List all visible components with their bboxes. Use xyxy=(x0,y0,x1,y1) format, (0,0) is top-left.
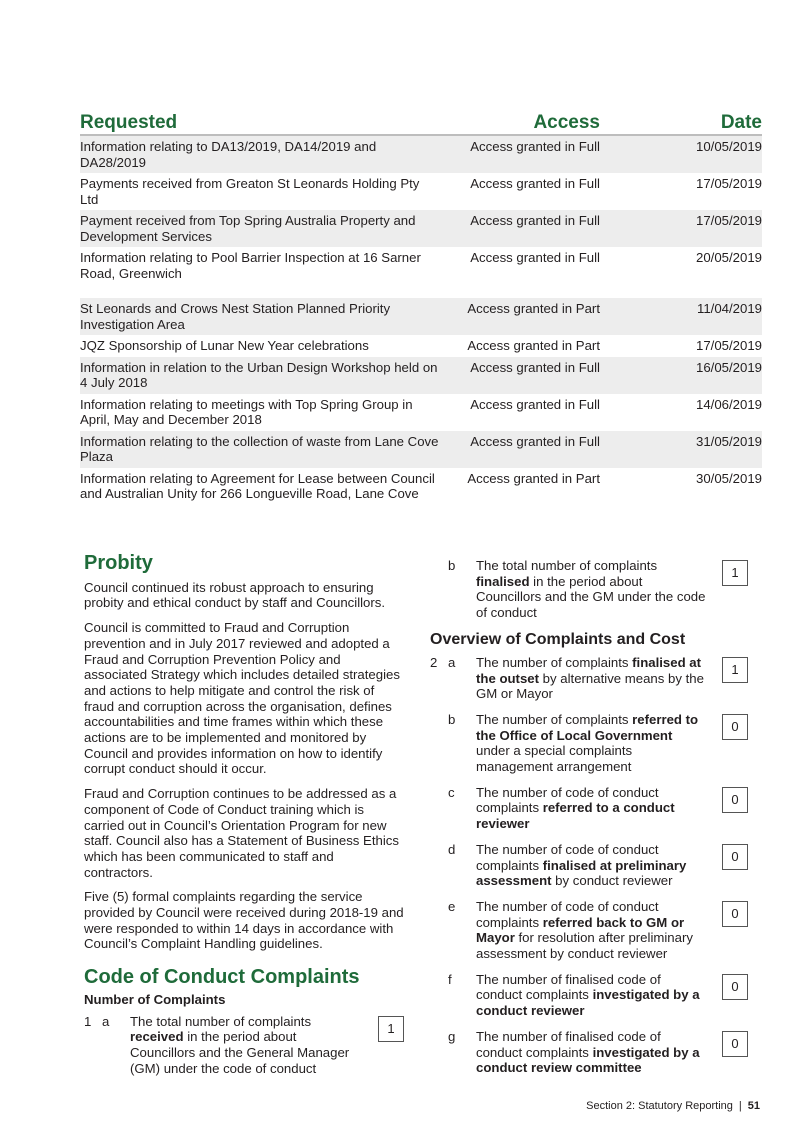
item-number xyxy=(430,1029,448,1076)
item-number: 1 xyxy=(84,1013,92,1029)
item-text-bold: referred back to GM or Mayor xyxy=(476,914,685,946)
item-text-pre: The number of code of conduct complaints xyxy=(476,841,659,873)
item-text-bold: investigated by a conduct reviewer xyxy=(476,987,700,1019)
left-column xyxy=(84,552,404,1086)
item-text-bold: investigated by a conduct review committee xyxy=(476,1044,700,1076)
cell-access: Access granted in Full xyxy=(470,433,600,449)
item-text-post: by conduct reviewer xyxy=(551,873,673,889)
item-text-bold: referred to the Office of Local Government xyxy=(476,711,699,743)
cell-requested: Payment received from Top Spring Australia Property and Development Services xyxy=(80,213,416,244)
item-text-pre: The total number of complaints xyxy=(130,1013,312,1029)
item-text xyxy=(476,655,706,702)
table-row xyxy=(80,173,762,210)
complaint-item xyxy=(430,842,760,889)
cell-access: Access granted in Part xyxy=(467,338,600,353)
cell-requested: Information relating to the collection of waste from Lane Cove Plaza xyxy=(80,433,439,464)
cell-requested: Information relating to Pool Barrier Inspection at 16 Sarner Road, Greenwich xyxy=(80,250,421,281)
count-box: 0 xyxy=(722,844,748,870)
item-text xyxy=(476,785,706,832)
cell-access: Access granted in Full xyxy=(470,213,600,228)
item-text-bold: finalised xyxy=(476,573,530,589)
row-gap xyxy=(80,284,762,298)
item-number: 2 xyxy=(430,654,438,670)
item-letter: d xyxy=(448,841,456,857)
cell-date: 16/05/2019 xyxy=(695,359,762,375)
count-box: 1 xyxy=(722,657,748,683)
cell-date: 14/06/2019 xyxy=(695,396,762,412)
complaint-item xyxy=(430,1029,760,1076)
probity-paragraph: Fraud and Corruption continues to be addressed as a component of Code of Conduct training which is carried out in Council’s Orientation Program for new staff. Council also has a Statement of Business Ethics which has been communicated to staff and contractors. xyxy=(84,786,399,880)
count-box: 1 xyxy=(378,1016,404,1042)
table-row xyxy=(80,335,762,357)
complaint-item xyxy=(430,785,760,832)
count-box: 0 xyxy=(722,974,748,1000)
cell-requested: Information in relation to the Urban Design Workshop held on 4 July 2018 xyxy=(80,359,438,390)
table-row xyxy=(80,247,762,284)
item-letter: a xyxy=(448,654,456,670)
item-letter: a xyxy=(102,1013,110,1029)
item-letter: f xyxy=(448,971,452,987)
item-text-pre: The number of code of conduct complaints xyxy=(476,784,659,816)
cell-date: 11/04/2019 xyxy=(696,301,762,316)
cell-requested: Payments received from Greaton St Leonards Holding Pty Ltd xyxy=(80,176,420,207)
table-row xyxy=(80,357,762,394)
cell-date: 10/05/2019 xyxy=(695,139,762,154)
page-number: 51 xyxy=(747,1100,760,1112)
table-row xyxy=(80,136,762,173)
item-text xyxy=(476,1029,706,1076)
item-text xyxy=(476,842,706,889)
cell-date: 30/05/2019 xyxy=(695,470,762,486)
cell-requested: Information relating to meetings with Top Spring Group in April, May and December 2018 xyxy=(80,396,413,427)
cell-access: Access granted in Full xyxy=(470,250,600,265)
right-column xyxy=(430,558,760,1086)
count-box: 0 xyxy=(722,787,748,813)
cell-access: Access granted in Full xyxy=(470,396,600,412)
cell-date: 31/05/2019 xyxy=(695,433,762,449)
item-text-pre: The number of complaints xyxy=(476,654,633,670)
item-letter: g xyxy=(448,1028,456,1044)
cell-requested: JQZ Sponsorship of Lunar New Year celebrations xyxy=(80,338,369,353)
cell-requested: Information relating to DA13/2019, DA14/2019 and DA28/2019 xyxy=(80,139,377,170)
complaint-item xyxy=(430,972,760,1019)
probity-paragraph: Five (5) formal complaints regarding the service provided by Council were received during 2018-19 and were responded to within 14 days in accordance with Council’s Complaint Handling guidelines. xyxy=(84,889,404,952)
count-box: 1 xyxy=(722,560,748,586)
complaint-item xyxy=(430,712,760,775)
item-text xyxy=(476,558,706,621)
cell-access: Access granted in Full xyxy=(470,359,600,375)
table-body xyxy=(80,136,762,505)
cell-requested: St Leonards and Crows Nest Station Planned Priority Investigation Area xyxy=(80,301,391,332)
item-text-post: under a special complaints management arrangement xyxy=(476,743,633,775)
item-text-pre: The number of code of conduct complaints xyxy=(476,898,659,930)
code-of-conduct-title: Code of Conduct Complaints xyxy=(84,966,360,989)
count-box: 0 xyxy=(722,1031,748,1057)
item-text-pre: The number of finalised code of conduct complaints xyxy=(476,1028,661,1060)
cell-requested: Information relating to Agreement for Lease between Council and Australian Unity for 266 Longueville Road, Lane Cove xyxy=(80,470,435,501)
overview-heading: Overview of Complaints and Cost xyxy=(430,630,686,648)
item-text xyxy=(130,1014,360,1077)
item-number xyxy=(430,842,448,889)
item-number xyxy=(430,785,448,832)
item-number xyxy=(430,972,448,1019)
page-footer xyxy=(586,1100,760,1112)
item-number xyxy=(430,558,448,621)
number-of-complaints-heading: Number of Complaints xyxy=(84,991,226,1007)
item-text-bold: referred to a conduct reviewer xyxy=(476,800,675,832)
item-text xyxy=(476,712,706,775)
cell-date: 17/05/2019 xyxy=(695,213,762,228)
complaint-item xyxy=(430,899,760,962)
item-text-post: in the period about Councillors and the GM under the code of conduct xyxy=(476,573,706,621)
item-text xyxy=(476,972,706,1019)
item-letter: b xyxy=(448,711,456,727)
item-text-post: for resolution after preliminary assessment by conduct reviewer xyxy=(476,930,693,962)
table-header xyxy=(80,106,762,136)
header-requested: Requested xyxy=(80,112,178,133)
complaint-item xyxy=(430,655,760,702)
footer-section: Section 2: Statutory Reporting xyxy=(586,1100,733,1112)
table-row xyxy=(80,298,762,335)
item-text-pre: The number of finalised code of conduct complaints xyxy=(476,971,661,1003)
probity-title: Probity xyxy=(84,552,153,574)
cell-access: Access granted in Full xyxy=(470,176,600,191)
table-row xyxy=(80,468,762,505)
item-text-bold: finalised at preliminary assessment xyxy=(476,857,687,889)
item-text-post: by alternative means by the GM or Mayor xyxy=(476,670,704,702)
table-row xyxy=(80,431,762,468)
header-date: Date xyxy=(720,112,762,133)
cell-access: Access granted in Part xyxy=(467,301,600,316)
cell-date: 17/05/2019 xyxy=(695,338,762,353)
probity-paragraph: Council continued its robust approach to ensuring probity and ethical conduct by staff and Councillors. xyxy=(84,579,386,611)
access-table xyxy=(80,106,762,505)
item-text xyxy=(476,899,706,962)
table-row xyxy=(80,210,762,247)
item-text-post: in the period about Councillors and the General Manager (GM) under the code of conduct xyxy=(130,1029,350,1076)
count-box: 0 xyxy=(722,714,748,740)
item-letter: c xyxy=(448,784,455,800)
item-number xyxy=(430,899,448,962)
item-text-pre: The number of complaints xyxy=(476,711,633,727)
item-text-bold: received xyxy=(130,1029,184,1045)
count-box: 0 xyxy=(722,901,748,927)
item-letter: b xyxy=(448,558,456,573)
probity-paragraph: Council is committed to Fraud and Corruption prevention and in July 2017 reviewed and adopted a Fraud and Corruption Prevention Policy and associated Strategy which includes detailed strategies and actions to help mitigate and control the risk of fraud and corruption across the organisation, defines accountabilities and time frames within which these actions are to be implemented and monitored by Council and provides information on how to identify corrupt conduct should it occur. xyxy=(84,620,400,777)
item-number xyxy=(430,712,448,775)
cell-access: Access granted in Full xyxy=(470,139,600,154)
item-letter: e xyxy=(448,898,456,914)
cell-access: Access granted in Part xyxy=(467,470,600,486)
cell-date: 17/05/2019 xyxy=(695,176,762,191)
footer-separator: | xyxy=(738,1100,742,1112)
table-row xyxy=(80,394,762,431)
header-access: Access xyxy=(533,112,600,133)
complaint-item xyxy=(84,1014,404,1077)
complaint-item xyxy=(430,558,760,621)
item-text-bold: finalised at the outset xyxy=(476,654,702,686)
item-text-pre: The total number of complaints xyxy=(476,558,658,573)
cell-date: 20/05/2019 xyxy=(695,250,762,265)
